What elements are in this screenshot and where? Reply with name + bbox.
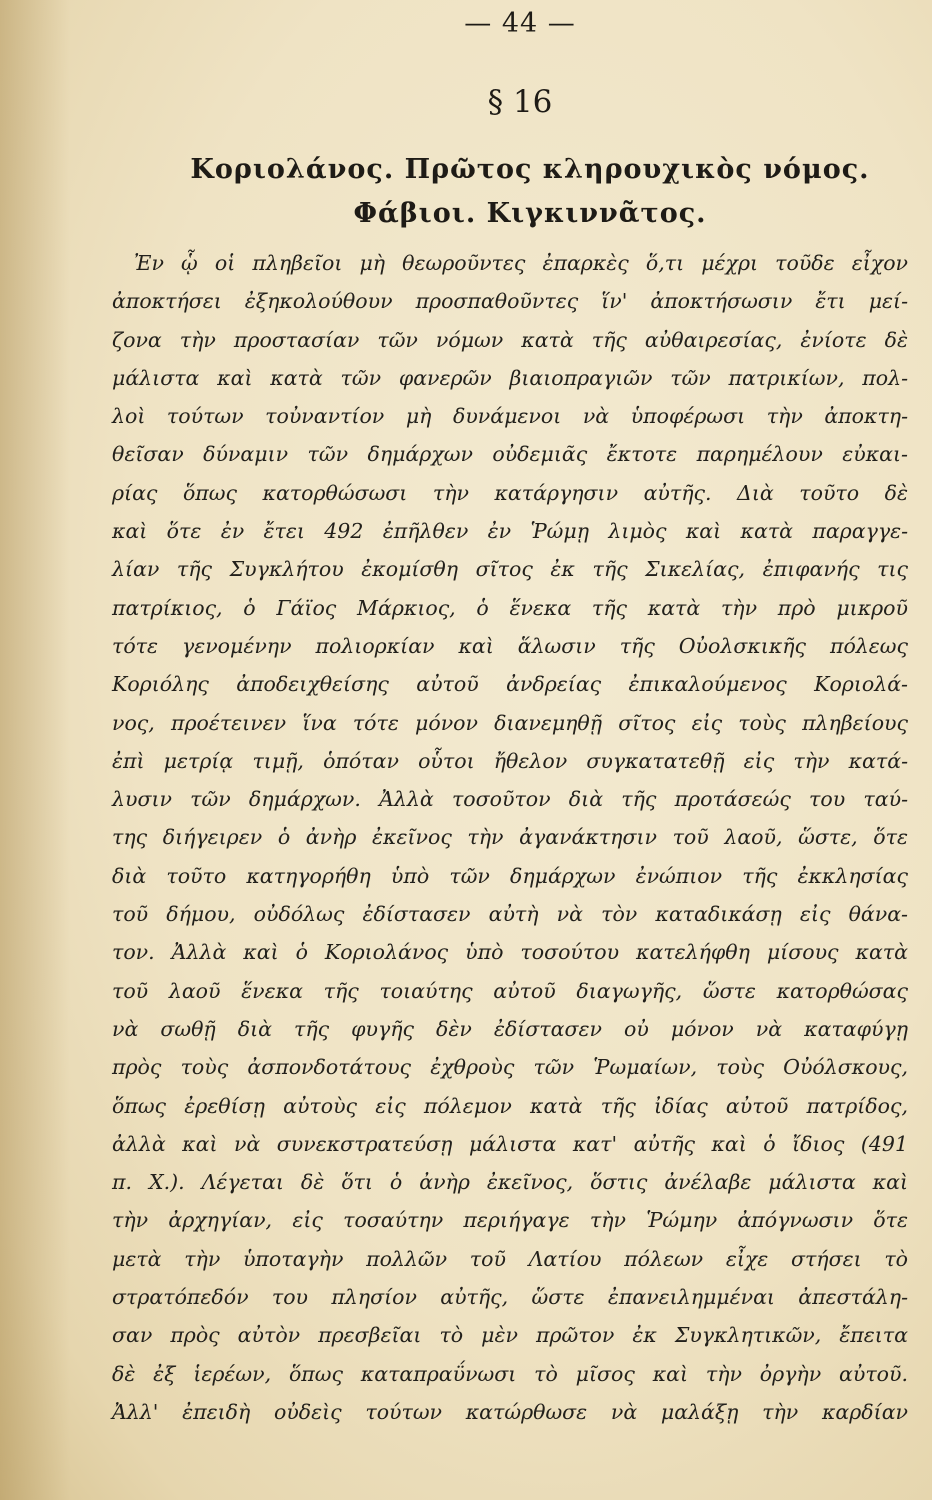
text-line: θεῖσαν δύναμιν τῶν δημάρχων οὐδεμιᾶς ἔκτοτε παρημέλουν εὐκαι-	[112, 442, 908, 467]
text-line: καὶ ὅτε ἐν ἔτει 492 ἐπῆλθεν ἐν Ῥώμῃ λιμὸς καὶ κατὰ παραγγε-	[112, 519, 908, 544]
text-line: δὲ ἐξ ἱερέων, ὅπως καταπραΰνωσι τὸ μῖσος καὶ τὴν ὀργὴν αὐτοῦ.	[112, 1361, 908, 1386]
text-line: τὴν ἀρχηγίαν, εἰς τοσαύτην περιήγαγε τὴν Ῥώμην ἀπόγνωσιν ὅτε	[112, 1208, 908, 1233]
text-line: ὅπως ἐρεθίσῃ αὐτοὺς εἰς πόλεμον κατὰ τῆς ἰδίας αὐτοῦ πατρίδος,	[112, 1093, 908, 1118]
text-line: Κοριόλης ἀποδειχθείσης αὐτοῦ ἀνδρείας ἐπικαλούμενος Κοριολά-	[112, 672, 908, 697]
text-line: στρατόπεδόν του πλησίον αὐτῆς, ὥστε ἐπανειλημμέναι ἀπεστάλη-	[112, 1285, 908, 1310]
text-line: μετὰ τὴν ὑποταγὴν πολλῶν τοῦ Λατίου πόλεων εἶχε στήσει τὸ	[112, 1246, 908, 1271]
text-line: σαν πρὸς αὐτὸν πρεσβεῖαι τὸ μὲν πρῶτον ἐκ Συγκλητικῶν, ἔπειτα	[112, 1323, 908, 1348]
text-line: τότε γενομένην πολιορκίαν καὶ ἅλωσιν τῆς Οὐολσκικῆς πόλεως	[112, 633, 908, 658]
page-number: — 44 —	[464, 8, 576, 39]
page-edge-shadow	[0, 0, 70, 1500]
text-line: Ἐν ᾧ οἱ πληβεῖοι μὴ θεωροῦντες ἐπαρκὲς ὅ,τι μέχρι τοῦδε εἶχον	[134, 251, 908, 275]
section-heading: § 16	[487, 84, 553, 120]
text-line: πατρίκιος, ὁ Γάϊος Μάρκιος, ὁ ἕνεκα τῆς κατὰ τὴν πρὸ μικροῦ	[112, 595, 908, 620]
text-line: ἀποκτήσει ἐξηκολούθουν προσπαθοῦντες ἵν' ἀποκτήσωσιν ἔτι μεί-	[112, 289, 908, 314]
text-line: Ἀλλ' ἐπειδὴ οὐδεὶς τούτων κατώρθωσε νὰ μαλάξῃ τὴν καρδίαν	[112, 1399, 908, 1424]
text-line: ἀλλὰ καὶ νὰ συνεκστρατεύσῃ μάλιστα κατ' αὐτῆς καὶ ὁ ἴδιος (491	[112, 1131, 908, 1156]
text-line: νὰ σωθῇ διὰ τῆς φυγῆς δὲν ἐδίστασεν οὐ μόνον νὰ καταφύγῃ	[112, 1016, 908, 1041]
text-line: λυσιν τῶν δημάρχων. Ἀλλὰ τοσοῦτον διὰ τῆς προτάσεώς του ταύ-	[112, 787, 908, 812]
chapter-title-line: Φάβιοι. Κιγκιννᾶτος.	[353, 198, 707, 229]
text-line: λοὶ τούτων τοὐναντίον μὴ δυνάμενοι νὰ ὑποφέρωσι τὴν ἀποκτη-	[112, 404, 908, 429]
text-line: π. Χ.). Λέγεται δὲ ὅτι ὁ ἀνὴρ ἐκεῖνος, ὅστις ἀνέλαβε μάλιστα καὶ	[112, 1170, 908, 1195]
chapter-title-line: Κοριολάνος. Πρῶτος κληρουχικὸς νόμος.	[190, 154, 870, 185]
text-line: μάλιστα καὶ κατὰ τῶν φανερῶν βιαιοπραγιῶν τῶν πατρικίων, πολ-	[112, 365, 908, 390]
text-line: της διήγειρεν ὁ ἀνὴρ ἐκεῖνος τὴν ἀγανάκτησιν τοῦ λαοῦ, ὥστε, ὅτε	[112, 825, 908, 850]
text-line: τοῦ λαοῦ ἕνεκα τῆς τοιαύτης αὐτοῦ διαγωγῆς, ὥστε κατορθώσας	[112, 978, 908, 1003]
text-line: νος, προέτεινεν ἵνα τότε μόνον διανεμηθῇ σῖτος εἰς τοὺς πληβείους	[112, 710, 908, 735]
text-line: ρίας ὅπως κατορθώσωσι τὴν κατάργησιν αὐτῆς. Διὰ τοῦτο δὲ	[112, 480, 908, 505]
text-line: τοῦ δήμου, οὐδόλως ἐδίστασεν αὐτὴ νὰ τὸν καταδικάσῃ εἰς θάνα-	[112, 902, 908, 927]
chapter-title	[150, 148, 910, 236]
text-line: ζονα τὴν προστασίαν τῶν νόμων κατὰ τῆς αὐθαιρεσίας, ἐνίοτε δὲ	[112, 327, 908, 352]
body-text	[112, 244, 908, 1431]
text-line: ἐπὶ μετρίᾳ τιμῇ, ὁπόταν οὗτοι ἤθελον συγκατατεθῇ εἰς τὴν κατά-	[112, 748, 908, 773]
text-line: πρὸς τοὺς ἀσπονδοτάτους ἐχθροὺς τῶν Ῥωμαίων, τοὺς Οὐόλσκους,	[112, 1055, 908, 1080]
text-line: διὰ τοῦτο κατηγορήθη ὑπὸ τῶν δημάρχων ἐνώπιον τῆς ἐκκλησίας	[112, 863, 908, 888]
text-line: λίαν τῆς Συγκλήτου ἐκομίσθη σῖτος ἐκ τῆς Σικελίας, ἐπιφανής τις	[112, 557, 908, 582]
text-line: τον. Ἀλλὰ καὶ ὁ Κοριολάνος ὑπὸ τοσούτου κατελήφθη μίσους κατὰ	[112, 940, 908, 965]
